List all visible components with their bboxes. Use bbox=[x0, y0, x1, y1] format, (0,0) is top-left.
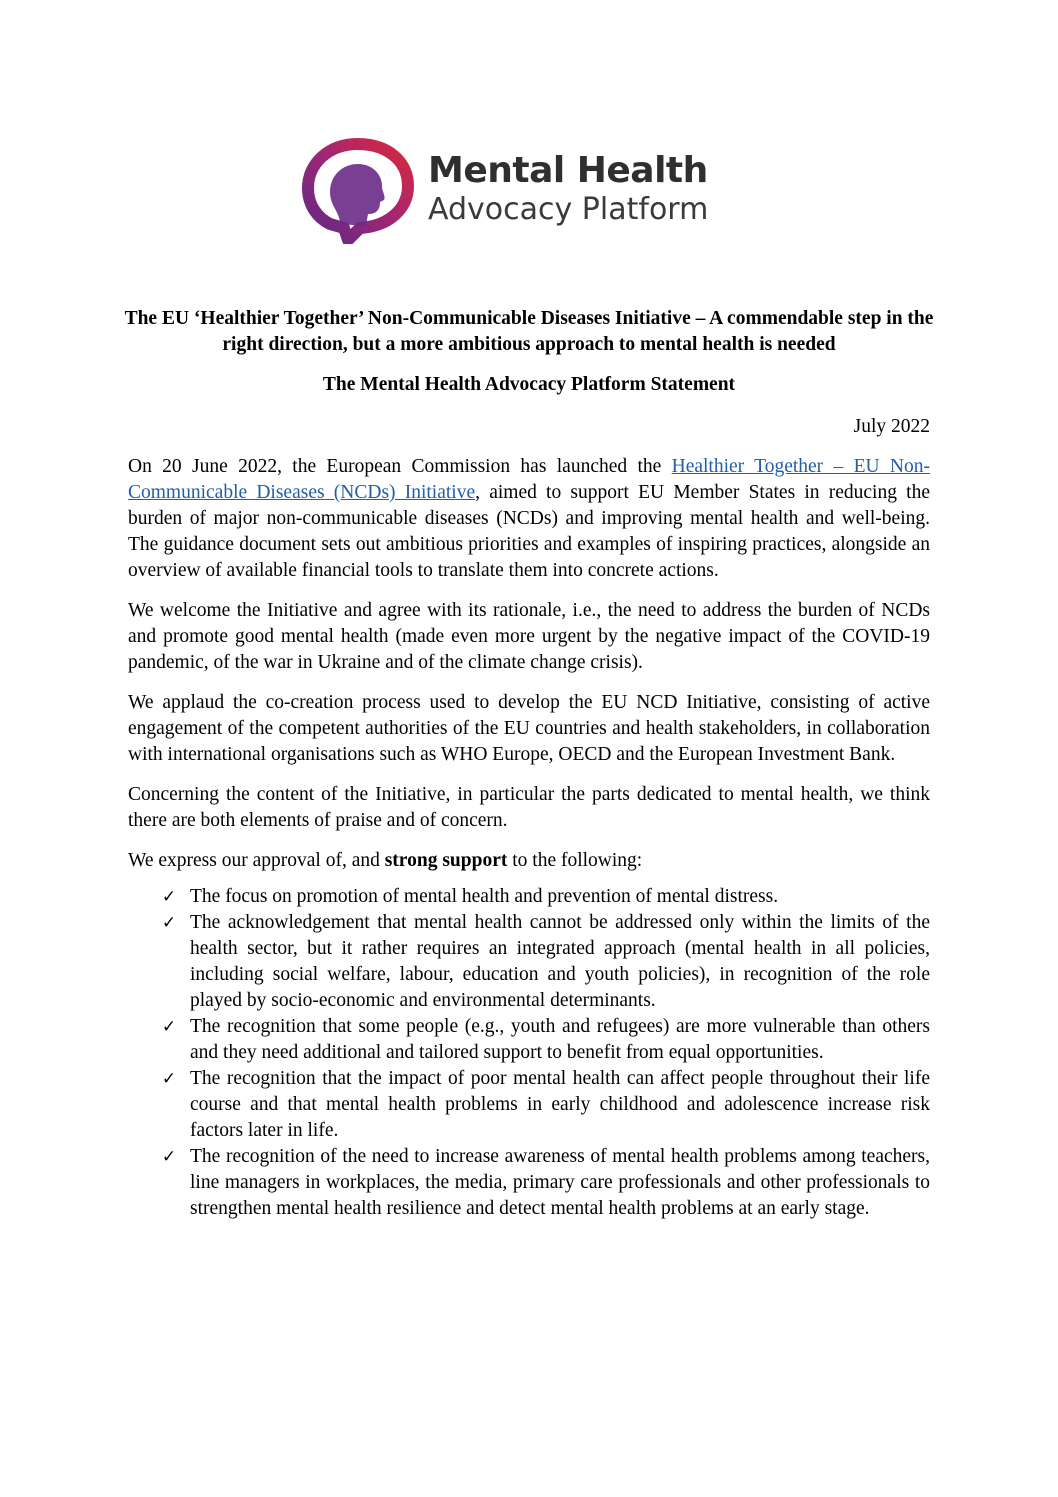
head-logo-icon bbox=[300, 136, 418, 244]
list-item-text: The recognition that some people (e.g., youth and refugees) are more vulnerable than others and they need additional and tailored support to benefit from equal opportunities. bbox=[190, 1016, 930, 1063]
paragraph-welcome: We welcome the Initiative and agree with its rationale, i.e., the need to address the burden of NCDs and promote good mental health (made even more urgent by the negative impact of the COVID-19 pandemic, of the war in Ukraine and of the climate change crisis). bbox=[128, 600, 930, 673]
list-item-text: The acknowledgement that mental health cannot be addressed only within the limits of the health sector, but it rather requires an integrated approach (mental health in all policies, including social welfare, labour, education and youth policies), in recognition of the role played by socio-economic and environmental determinants. bbox=[190, 912, 930, 1011]
document-subtitle: The Mental Health Advocacy Platform Statement bbox=[322, 374, 736, 395]
checkmark-icon: ✓ bbox=[161, 887, 177, 907]
checkmark-icon: ✓ bbox=[161, 1069, 177, 1089]
paragraph-co-creation: We applaud the co-creation process used to develop the EU NCD Initiative, consisting of active engagement of the competent authorities of the EU countries and health stakeholders, in collaboration with international organisations such as WHO Europe, OECD and the European Investment Bank. bbox=[128, 692, 930, 765]
document-body bbox=[128, 454, 930, 1222]
list-item bbox=[128, 1066, 930, 1144]
paragraph-support bbox=[128, 848, 930, 874]
paragraph-content: Concerning the content of the Initiative, in particular the parts dedicated to mental health, we think there are both elements of praise and of concern. bbox=[128, 784, 930, 831]
list-item bbox=[128, 1014, 930, 1066]
document-date: July 2022 bbox=[853, 416, 930, 437]
checkmark-icon: ✓ bbox=[161, 1147, 177, 1167]
initiative-link[interactable]: Healthier Together – EU Non-Communicable Diseases (NCDs) Initiative bbox=[128, 456, 930, 503]
list-item-text: The focus on promotion of mental health and prevention of mental distress. bbox=[190, 886, 779, 907]
paragraph-intro-text-end: , aimed to support EU Member States in reducing the burden of major non-communicable diseases (NCDs) and improving mental health and well-being. The guidance document sets out ambitious priorities and examples of inspiring practices, alongside an overview of available financial tools to translate them into concrete actions. bbox=[128, 482, 930, 581]
list-item bbox=[128, 1144, 930, 1222]
paragraph-intro-text-start: On 20 June 2022, the European Commission has launched the bbox=[128, 456, 672, 477]
list-item bbox=[128, 910, 930, 1014]
logo-subtitle: Advocacy Platform bbox=[428, 192, 709, 227]
support-checklist bbox=[128, 884, 930, 1222]
checkmark-icon: ✓ bbox=[161, 913, 177, 933]
list-item-text: The recognition that the impact of poor mental health can affect people throughout their life course and that mental health problems in early childhood and adolescence increase risk factors later in life. bbox=[190, 1068, 930, 1141]
paragraph-support-end: to the following: bbox=[507, 850, 643, 871]
paragraph-support-start: We express our approval of, and bbox=[128, 850, 385, 871]
logo-title: Mental Health bbox=[428, 150, 708, 191]
checkmark-icon: ✓ bbox=[161, 1017, 177, 1037]
list-item bbox=[128, 884, 930, 910]
mhap-logo bbox=[300, 136, 770, 246]
list-item-text: The recognition of the need to increase awareness of mental health problems among teachers, line managers in workplaces, the media, primary care professionals and other professionals to strengthen mental health resilience and detect mental health problems at an early stage. bbox=[190, 1146, 930, 1219]
strong-support-text: strong support bbox=[384, 850, 508, 871]
document-title: The EU ‘Healthier Together’ Non-Communicable Diseases Initiative – A commendable step in the right direction, but a more ambitious approach to mental health is needed bbox=[124, 308, 934, 355]
paragraph-intro bbox=[128, 454, 930, 584]
